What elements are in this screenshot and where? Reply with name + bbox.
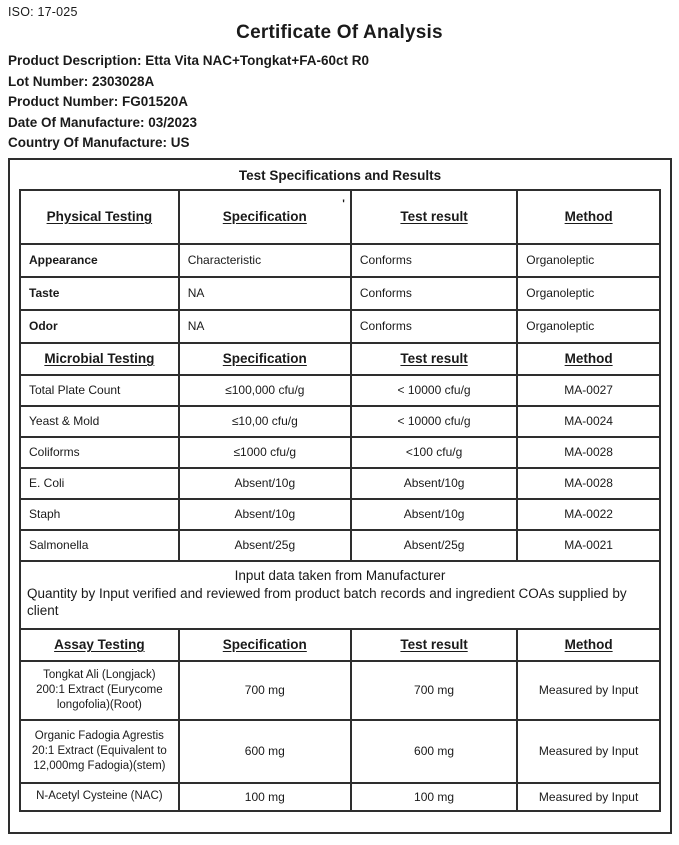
physical-testing-header-row bbox=[20, 190, 660, 244]
test-name-cell: Staph bbox=[20, 499, 179, 530]
test-result-cell: < 10000 cfu/g bbox=[351, 406, 517, 437]
specification-cell: Absent/10g bbox=[179, 499, 351, 530]
manufacturer-note-line2: Quantity by Input verified and reviewed from product batch records and ingredient COAs supplied by client bbox=[27, 585, 627, 618]
test-name-cell: Taste bbox=[20, 277, 179, 310]
microbial-testing-header-row bbox=[20, 343, 660, 375]
specification-header-label: Specification bbox=[222, 351, 307, 366]
test-name-cell: E. Coli bbox=[20, 468, 179, 499]
physical-testing-header bbox=[20, 190, 179, 244]
method-cell: MA-0024 bbox=[517, 406, 660, 437]
microbial-testing-header-label: Microbial Testing bbox=[44, 351, 155, 366]
country-of-manufacture-line: Country Of Manufacture: US bbox=[8, 135, 190, 150]
specification-cell: Absent/25g bbox=[179, 530, 351, 561]
manufacturer-note-row bbox=[20, 561, 660, 629]
results-box-title: Test Specifications and Results bbox=[238, 167, 442, 183]
table-row-fadogia-agrestis bbox=[20, 720, 660, 783]
method-cell: MA-0022 bbox=[517, 499, 660, 530]
results-box bbox=[8, 158, 672, 834]
test-result-cell: Conforms bbox=[351, 244, 517, 277]
specification-header bbox=[179, 190, 351, 244]
table-row-staph bbox=[20, 499, 660, 530]
table-row-yeast-mold bbox=[20, 406, 660, 437]
test-result-cell: Conforms bbox=[351, 310, 517, 343]
specification-cell: ≤10,00 cfu/g bbox=[179, 406, 351, 437]
specification-cell: NA bbox=[179, 277, 351, 310]
specification-cell: Characteristic bbox=[179, 244, 351, 277]
test-result-cell: 600 mg bbox=[351, 720, 517, 783]
test-result-header bbox=[351, 629, 517, 661]
specification-cell: NA bbox=[179, 310, 351, 343]
product-description-line: Product Description: Etta Vita NAC+Tongkat+FA-60ct R0 bbox=[8, 53, 370, 68]
method-cell: Measured by Input bbox=[517, 783, 660, 811]
method-cell: Organoleptic bbox=[517, 244, 660, 277]
test-name-cell: Tongkat Ali (Longjack) 200:1 Extract (Eurycome longofolia)(Root) bbox=[20, 661, 179, 720]
test-result-header-label: Test result bbox=[400, 637, 468, 652]
method-cell: Organoleptic bbox=[517, 277, 660, 310]
product-number-line: Product Number: FG01520A bbox=[8, 94, 189, 109]
test-result-header-label: Test result bbox=[400, 351, 468, 366]
scan-artifact-mark: ' bbox=[342, 197, 345, 210]
method-cell: MA-0028 bbox=[517, 468, 660, 499]
table-row-e-coli bbox=[20, 468, 660, 499]
assay-testing-header-label: Assay Testing bbox=[54, 637, 145, 652]
method-cell: MA-0027 bbox=[517, 375, 660, 406]
test-result-cell: 700 mg bbox=[351, 661, 517, 720]
table-row-total-plate-count bbox=[20, 375, 660, 406]
specification-header bbox=[179, 629, 351, 661]
specification-header-label: Specification bbox=[222, 637, 307, 652]
specification-cell: 600 mg bbox=[179, 720, 351, 783]
test-result-cell: Absent/10g bbox=[351, 499, 517, 530]
specification-cell: ≤100,000 cfu/g bbox=[179, 375, 351, 406]
method-header bbox=[517, 343, 660, 375]
spec-results-table bbox=[19, 189, 661, 812]
test-result-header bbox=[351, 190, 517, 244]
document-title: Certificate Of Analysis bbox=[236, 22, 443, 43]
method-cell: Organoleptic bbox=[517, 310, 660, 343]
specification-cell: Absent/10g bbox=[179, 468, 351, 499]
physical-testing-header-label: Physical Testing bbox=[46, 209, 153, 224]
method-header bbox=[517, 629, 660, 661]
test-result-cell: <100 cfu/g bbox=[351, 437, 517, 468]
test-result-cell: Absent/10g bbox=[351, 468, 517, 499]
manufacturer-note-cell bbox=[20, 561, 660, 629]
specification-header-label: Specification bbox=[222, 209, 307, 224]
test-name-cell: Appearance bbox=[20, 244, 179, 277]
specification-header bbox=[179, 343, 351, 375]
table-row-odor bbox=[20, 310, 660, 343]
lot-number-line: Lot Number: 2303028A bbox=[8, 73, 155, 89]
test-name-cell: Odor bbox=[20, 310, 179, 343]
product-info-block bbox=[0, 51, 679, 154]
method-cell: Measured by Input bbox=[517, 661, 660, 720]
method-header-label: Method bbox=[564, 637, 613, 652]
assay-testing-header-row bbox=[20, 629, 660, 661]
table-row-salmonella bbox=[20, 530, 660, 561]
test-name-cell: Total Plate Count bbox=[20, 375, 179, 406]
iso-label: ISO: 17-025 bbox=[8, 5, 78, 19]
test-result-cell: 100 mg bbox=[351, 783, 517, 811]
method-header-label: Method bbox=[564, 209, 613, 224]
table-row-taste bbox=[20, 277, 660, 310]
test-name-cell: Salmonella bbox=[20, 530, 179, 561]
test-name-cell: Organic Fadogia Agrestis 20:1 Extract (Equivalent to 12,000mg Fadogia)(stem) bbox=[20, 720, 179, 783]
test-name-cell: Coliforms bbox=[20, 437, 179, 468]
test-result-header bbox=[351, 343, 517, 375]
method-cell: MA-0028 bbox=[517, 437, 660, 468]
method-cell: Measured by Input bbox=[517, 720, 660, 783]
table-row-tongkat-ali bbox=[20, 661, 660, 720]
table-row-nac bbox=[20, 783, 660, 811]
test-name-cell: N-Acetyl Cysteine (NAC) bbox=[20, 783, 179, 811]
test-result-cell: < 10000 cfu/g bbox=[351, 375, 517, 406]
method-header bbox=[517, 190, 660, 244]
method-header-label: Method bbox=[564, 351, 613, 366]
test-result-header-label: Test result bbox=[400, 209, 468, 224]
table-row-appearance bbox=[20, 244, 660, 277]
table-row-coliforms bbox=[20, 437, 660, 468]
test-name-cell: Yeast & Mold bbox=[20, 406, 179, 437]
test-result-cell: Absent/25g bbox=[351, 530, 517, 561]
specification-cell: 700 mg bbox=[179, 661, 351, 720]
microbial-testing-header bbox=[20, 343, 179, 375]
date-of-manufacture-line: Date Of Manufacture: 03/2023 bbox=[8, 114, 198, 130]
method-cell: MA-0021 bbox=[517, 530, 660, 561]
manufacturer-note-line1: Input data taken from Manufacturer bbox=[234, 567, 446, 583]
specification-cell: 100 mg bbox=[179, 783, 351, 811]
assay-testing-header bbox=[20, 629, 179, 661]
test-result-cell: Conforms bbox=[351, 277, 517, 310]
specification-cell: ≤1000 cfu/g bbox=[179, 437, 351, 468]
